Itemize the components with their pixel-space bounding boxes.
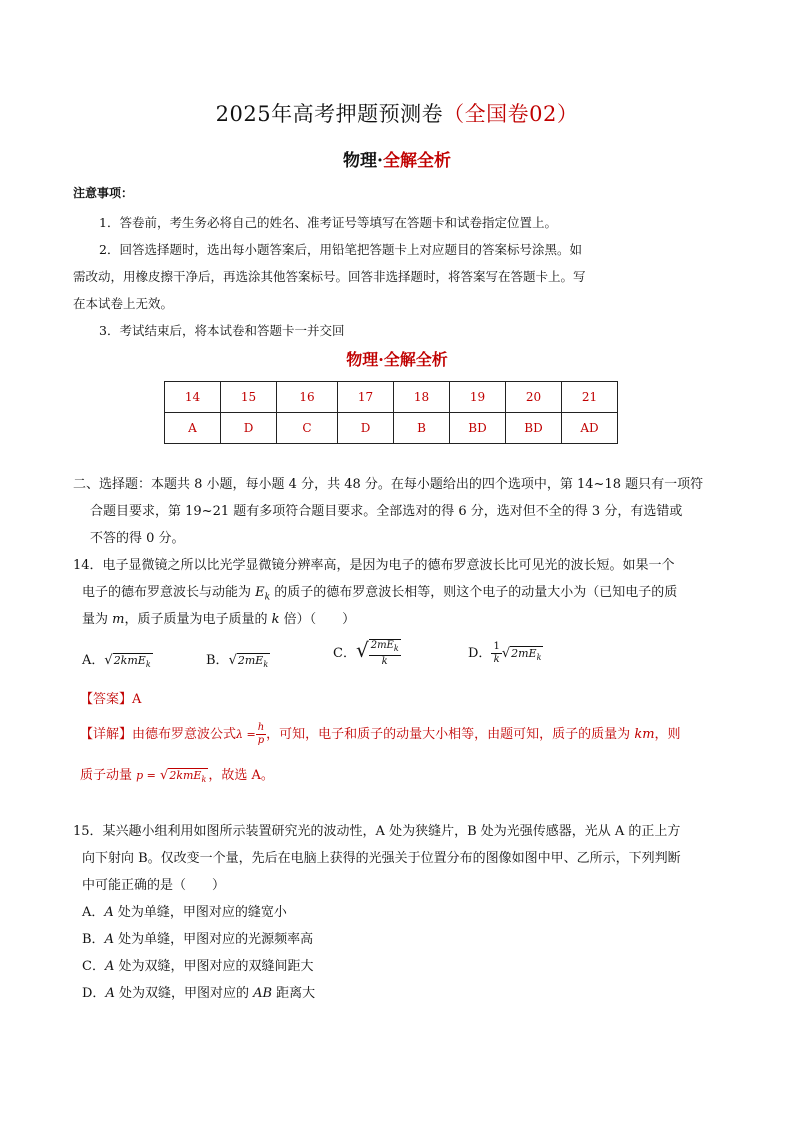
- q14-option-a: A．√2kmE$_k$: [82, 653, 151, 670]
- section-intro-line-3: 不答的得 0 分。: [90, 531, 185, 546]
- q14-detail-line-2: 质子动量 p = √2kmE$_k$ ，故选 A。: [80, 768, 274, 785]
- q14-option-b: B．$√2mE_k$: [206, 653, 269, 670]
- answer-table-answer: D: [338, 413, 394, 444]
- answer-table-number: 19: [450, 382, 506, 413]
- answer-table-number: 18: [394, 382, 450, 413]
- answer-table-number: 14: [165, 382, 221, 413]
- q14-answer: 【答案】A: [80, 692, 142, 707]
- answer-table-numbers-row: [165, 382, 618, 413]
- section-intro-line-1: 二、选择题：本题共 8 小题，每小题 4 分，共 48 分。在每小题给出的四个选项中，第 14~18 题只有一项符: [73, 477, 704, 492]
- answer-table-number: 15: [221, 382, 277, 413]
- q15-option-a: A．A 处为单缝，甲图对应的缝宽小: [82, 905, 287, 920]
- answer-table-caption: 物理·全解全析: [346, 350, 448, 369]
- answer-table-answer: A: [165, 413, 221, 444]
- q15-option-c: C．A 处为双缝，甲图对应的双缝间距大: [82, 959, 314, 974]
- answer-table-number: 20: [506, 382, 562, 413]
- answer-table-number: 16: [277, 382, 338, 413]
- answer-table: [164, 381, 618, 444]
- answer-table-answer: AD: [562, 413, 618, 444]
- q15-line-3: 中可能正确的是（ ）: [82, 878, 226, 893]
- q14-line-1: 14．电子显微镜之所以比光学显微镜分辨率高，是因为电子的德布罗意波长比可见光的波长短。如果一个: [73, 558, 675, 573]
- answer-table-answers-row: [165, 413, 618, 444]
- note-line-2: 2．回答选择题时，选出每小题答案后，用铅笔把答题卡上对应题目的答案标号涂黑。如: [99, 242, 582, 257]
- section-intro-line-2: 合题目要求，第 19~21 题有多项符合题目要求。全部选对的得 6 分，选对但不全的得 3 分，有选错或: [90, 504, 683, 519]
- answer-table-answer: BD: [450, 413, 506, 444]
- note-line-3: 需改动，用橡皮擦干净后，再选涂其他答案标号。回答非选择题时，将答案写在答题卡上。写: [73, 269, 586, 284]
- q15-option-b: B．A 处为单缝，甲图对应的光源频率高: [82, 932, 314, 947]
- answer-table-number: 21: [562, 382, 618, 413]
- q14-line-2: 电子的德布罗意波长与动能为 $E_k$ 的质子的德布罗意波长相等，则这个电子的动量大小为（已知电子的质: [82, 585, 678, 603]
- answer-table-answer: BD: [506, 413, 562, 444]
- note-line-5: 3．考试结束后，将本试卷和答题卡一并交回: [99, 323, 345, 338]
- q15-option-d: D．A 处为双缝，甲图对应的 AB 距离大: [82, 986, 316, 1001]
- note-line-4: 在本试卷上无效。: [73, 296, 174, 311]
- q14-option-c: C．√ $\frac{2mE_k}{k}$: [333, 638, 399, 667]
- title-region: （全国卷02）: [443, 102, 579, 126]
- note-line-1: 1．答卷前，考生务必将自己的姓名、准考证号等填写在答题卡和试卷指定位置上。: [99, 215, 557, 230]
- answer-table-answer: B: [394, 413, 450, 444]
- q14-option-d: D． $\frac{1}{k}$ $√2mE_k$: [468, 641, 542, 665]
- answer-table-number: 17: [338, 382, 394, 413]
- q15-line-2: 向下射向 B。仅改变一个量，先后在电脑上获得的光强关于位置分布的图像如图中甲、乙所示，下列判断: [82, 851, 681, 866]
- subtitle-analysis: 全解全析: [382, 151, 451, 171]
- answer-table-answer: D: [221, 413, 277, 444]
- q15-line-1: 15．某兴趣小组利用如图所示装置研究光的波动性，A 处为狭缝片，B 处为光强传感器，光从 A 的正上方: [73, 824, 681, 839]
- subtitle-subject: 物理·: [343, 151, 383, 171]
- page-title: [0, 98, 794, 128]
- title-main: 2025年高考押题预测卷: [215, 102, 444, 126]
- notes-heading: 注意事项：: [73, 186, 134, 200]
- page-subtitle: [0, 146, 794, 171]
- q14-detail-line-1: 【详解】由德布罗意波公式λ = $\frac{h}{p}$ ，可知，电子和质子的动量大小相等，由题可知，质子的质量为 km，则: [80, 722, 681, 746]
- answer-table-answer: C: [277, 413, 338, 444]
- q14-line-3: 量为 m，质子质量为电子质量的 k 倍）（ ）: [82, 612, 356, 627]
